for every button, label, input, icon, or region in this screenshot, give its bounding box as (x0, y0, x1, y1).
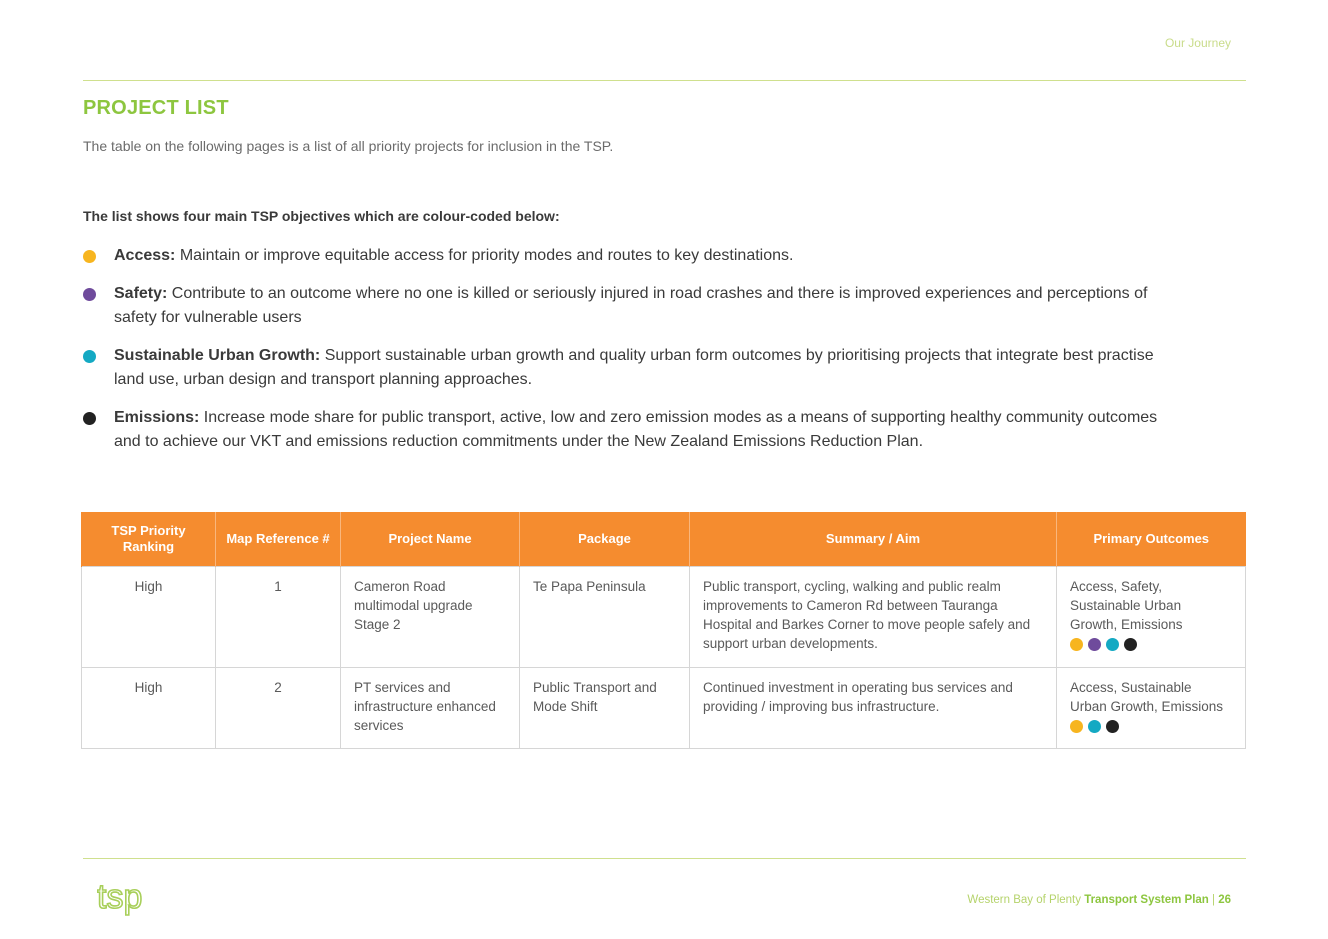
objective-text: Contribute to an outcome where no one is killed or seriously injured in road crashes and there is improved experiences and perceptions of safety for vulnerable users (114, 285, 1148, 326)
objective-name: Sustainable Urban Growth: (114, 347, 321, 364)
objective-text: Increase mode share for public transport, active, low and zero emission modes as a means of supporting healthy community outcomes and to achieve our VKT and emissions reduction commitments under the New Zealand Emissions Reduction Plan. (114, 409, 1158, 450)
page-title: PROJECT LIST (83, 97, 229, 119)
objective-name: Safety: (114, 285, 168, 302)
project-table (81, 512, 1246, 749)
page-number: 26 (1218, 894, 1231, 906)
objective-safety (83, 282, 1183, 330)
emissions-dot-icon (1106, 720, 1119, 733)
tsp-logo-icon (97, 880, 157, 920)
objective-emissions (83, 406, 1183, 454)
outcomes-text: Access, Safety, Sustainable Urban Growth, Emissions (1070, 578, 1183, 632)
cell-ranking: High (82, 667, 216, 748)
outcome-dots (1070, 720, 1232, 733)
table-row (82, 566, 1246, 667)
cell-map-ref: 2 (216, 667, 341, 748)
header-outcomes: Primary Outcomes (1057, 512, 1246, 566)
header-project-name: Project Name (341, 512, 520, 566)
outcome-dots (1070, 638, 1232, 651)
table-row (82, 667, 1246, 748)
objective-text: Maintain or improve equitable access for priority modes and routes to key destinations. (175, 247, 794, 264)
access-dot-icon (1070, 638, 1083, 651)
cell-map-ref: 1 (216, 566, 341, 667)
header-ranking: TSP Priority Ranking (82, 512, 216, 566)
emissions-dot-icon (83, 412, 96, 425)
safety-dot-icon (83, 288, 96, 301)
header-map-ref: Map Reference # (216, 512, 341, 566)
objectives-heading: The list shows four main TSP objectives which are colour-coded below: (83, 208, 560, 224)
section-label: Our Journey (1164, 36, 1231, 50)
cell-outcomes (1057, 667, 1246, 748)
objective-growth (83, 344, 1183, 392)
footer-separator: | (1208, 894, 1219, 906)
objective-access (83, 244, 1183, 268)
objective-name: Emissions: (114, 409, 200, 426)
project-table-container (81, 512, 1245, 749)
safety-dot-icon (1088, 638, 1101, 651)
header-package: Package (520, 512, 690, 566)
outcomes-text: Access, Sustainable Urban Growth, Emissions (1070, 679, 1224, 714)
table-header-row (82, 512, 1246, 566)
bottom-divider (83, 858, 1246, 859)
cell-project: PT services and infrastructure enhanced services (341, 667, 520, 748)
svg-text:tsp: tsp (97, 880, 143, 916)
footer-doc-title (967, 894, 1231, 906)
objective-name: Access: (114, 247, 176, 264)
cell-project: Cameron Road multimodal upgrade Stage 2 (341, 566, 520, 667)
objectives-list (83, 244, 1183, 468)
objective-text: Support sustainable urban growth and quality urban form outcomes by prioritising projects that integrate best practise land use, urban design and transport planning approaches. (114, 347, 1154, 388)
cell-outcomes (1057, 566, 1246, 667)
header-summary: Summary / Aim (690, 512, 1057, 566)
growth-dot-icon (83, 350, 96, 363)
cell-summary: Continued investment in operating bus services and providing / improving bus infrastructure. (690, 667, 1057, 748)
cell-package: Te Papa Peninsula (520, 566, 690, 667)
cell-summary: Public transport, cycling, walking and public realm improvements to Cameron Rd between Tauranga Hospital and Barkes Corner to move people safely and support urban developments. (690, 566, 1057, 667)
emissions-dot-icon (1124, 638, 1137, 651)
growth-dot-icon (1106, 638, 1119, 651)
access-dot-icon (1070, 720, 1083, 733)
cell-ranking: High (82, 566, 216, 667)
access-dot-icon (83, 250, 96, 263)
intro-text: The table on the following pages is a list of all priority projects for inclusion in the TSP. (83, 138, 614, 154)
footer-org: Western Bay of Plenty (967, 894, 1085, 906)
cell-package: Public Transport and Mode Shift (520, 667, 690, 748)
footer-doc: Transport System Plan (1084, 894, 1209, 906)
growth-dot-icon (1088, 720, 1101, 733)
top-divider (83, 80, 1246, 81)
